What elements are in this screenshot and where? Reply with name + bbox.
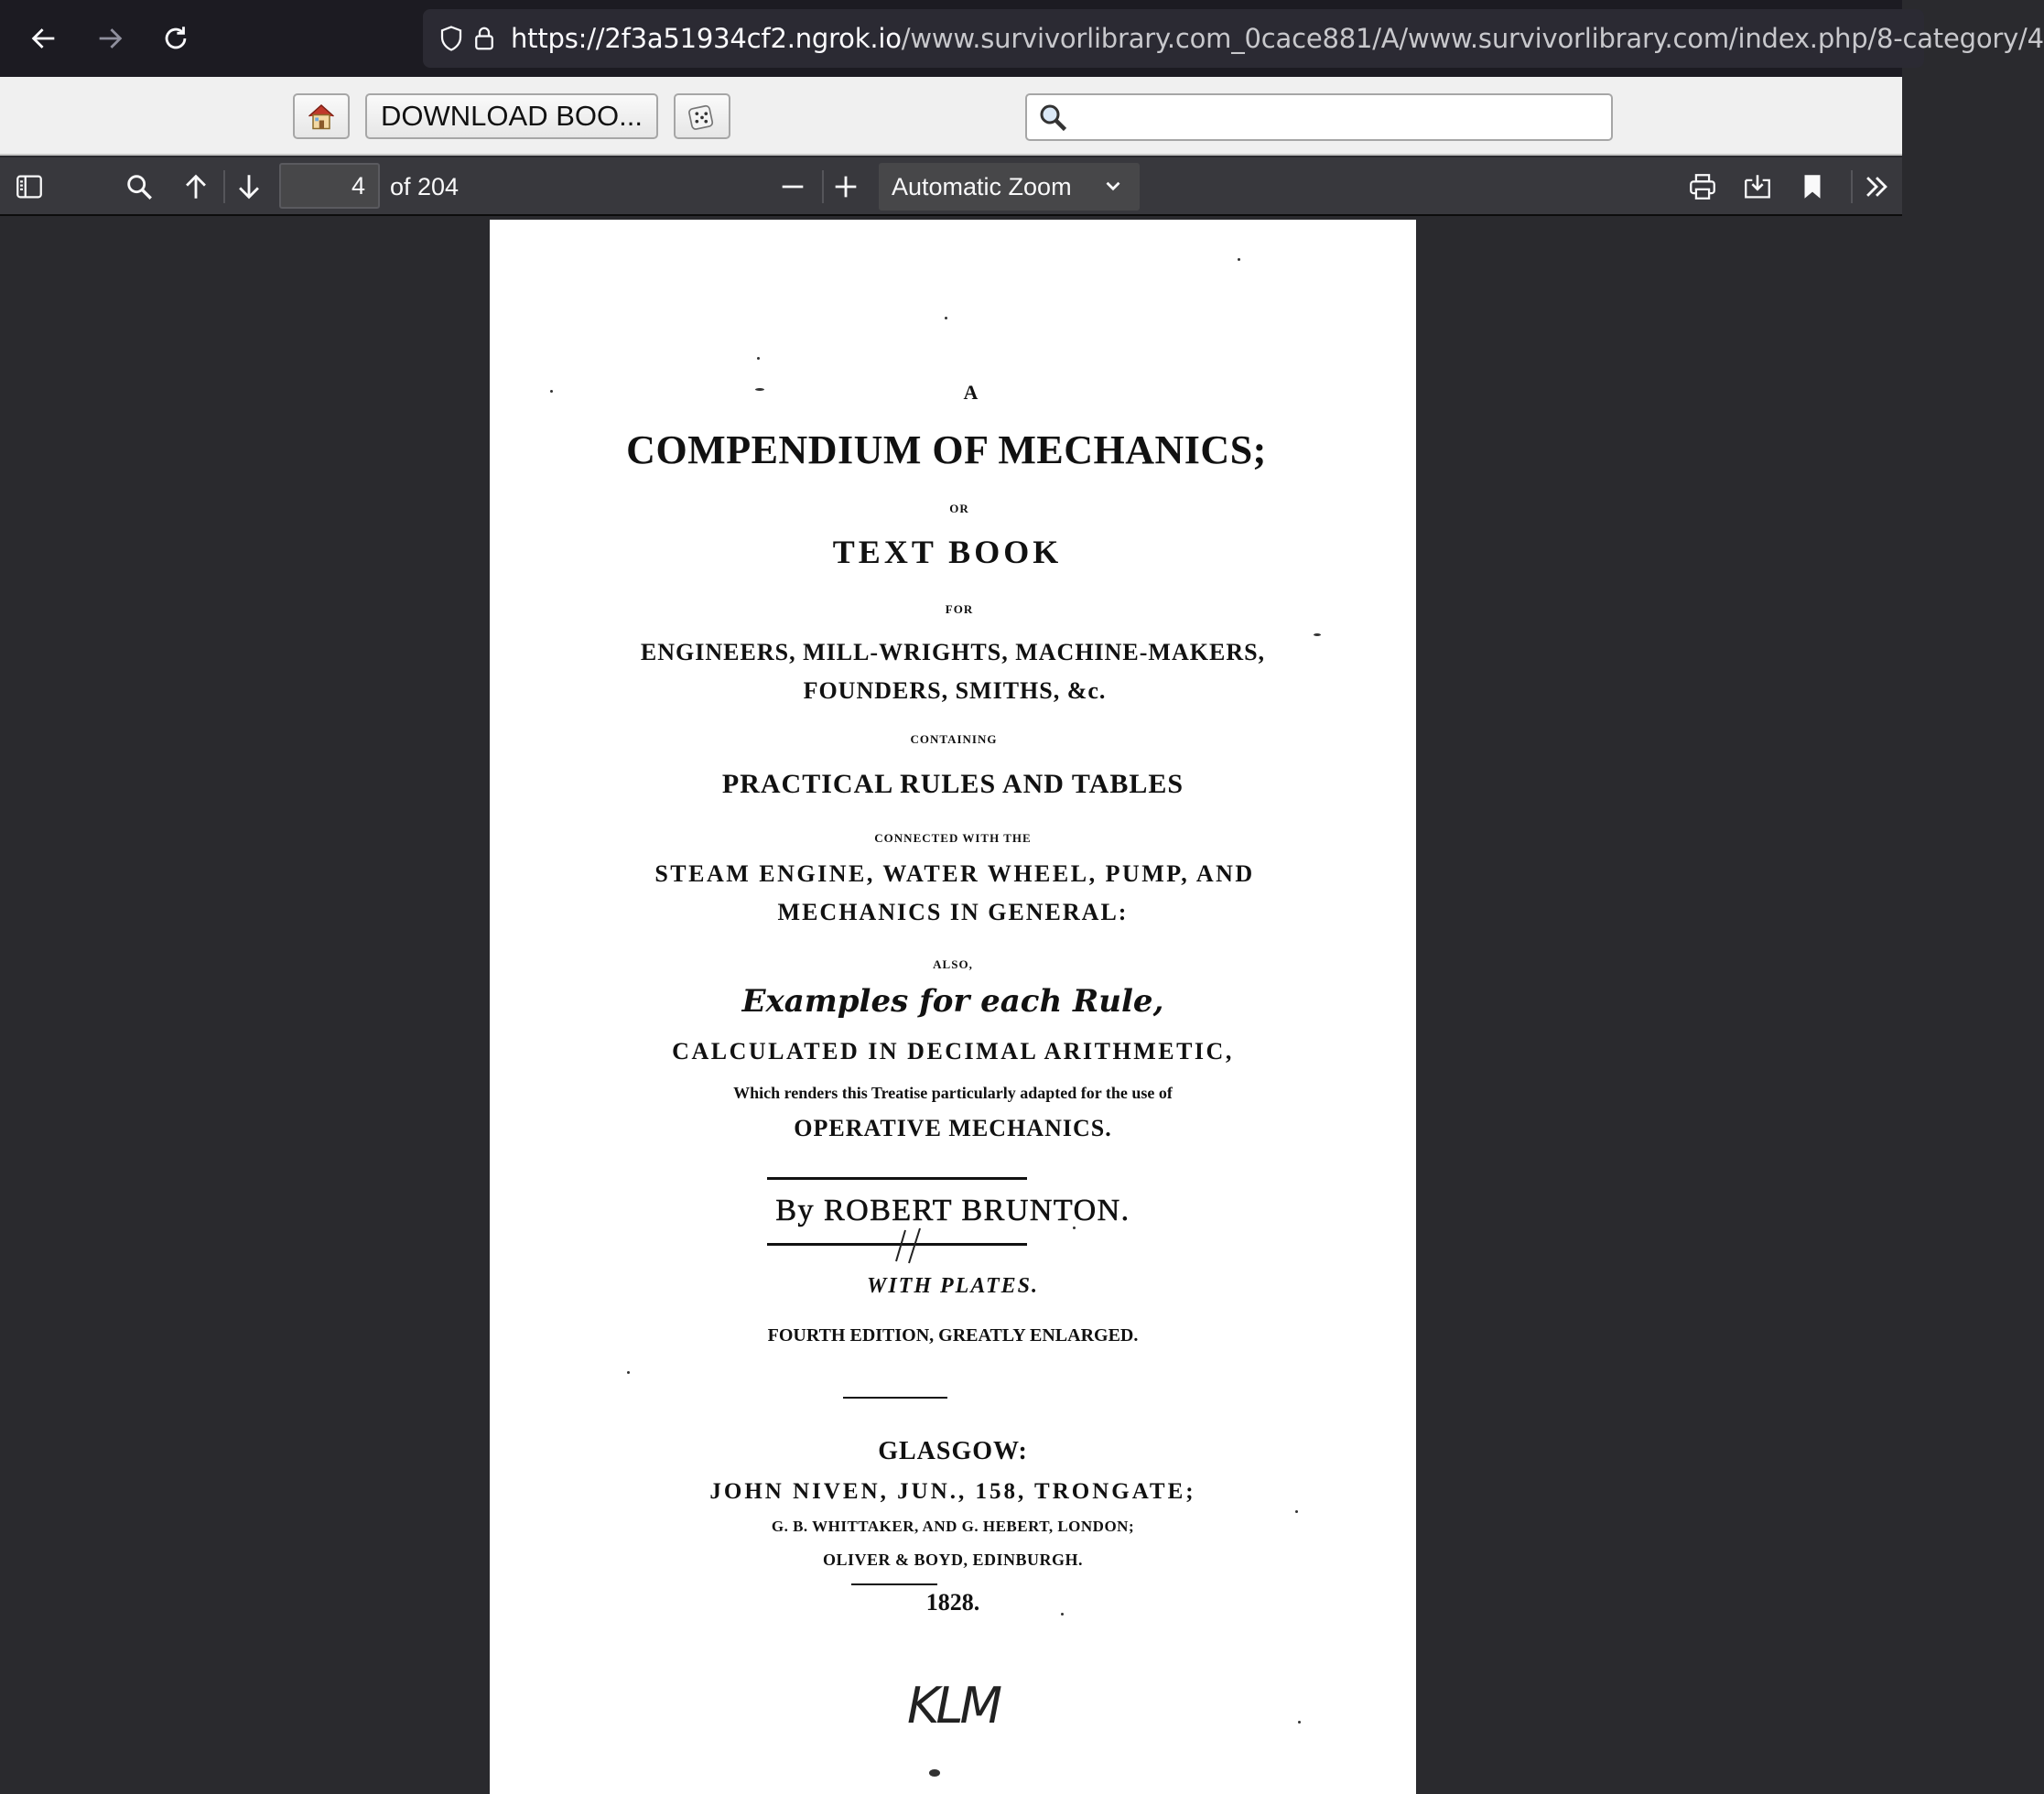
publisher-line-1: JOHN NIVEN, JUN., 158, TRONGATE; [709, 1479, 1196, 1504]
url-host: https://2f3a51934cf2.ngrok.io [511, 23, 902, 54]
label-also: ALSO, [933, 957, 973, 971]
rules-heading: PRACTICAL RULES AND TABLES [721, 769, 1184, 799]
toolbar-separator [1851, 170, 1853, 203]
scan-speck [945, 317, 947, 319]
bookmark-icon [1797, 171, 1828, 202]
pdf-toolbar [0, 157, 1902, 216]
toolbar-separator [223, 170, 225, 203]
chevron-down-icon [1101, 174, 1125, 198]
house-icon [305, 100, 338, 133]
url-path: /www.survivorlibrary.com_0cace881/A/www.survivorlibrary.com/index.php/8-category/4 [901, 23, 2044, 54]
publisher-line-2: G. B. WHITTAKER, AND G. HEBERT, LONDON; [771, 1518, 1135, 1535]
back-button[interactable] [11, 0, 77, 77]
scan-speck [929, 1769, 940, 1777]
reload-button[interactable] [143, 0, 209, 77]
scan-speck [757, 357, 760, 360]
double-chevron-right-icon [1861, 171, 1892, 202]
topics-line-2: MECHANICS IN GENERAL: [777, 899, 1129, 925]
topics-line-1: STEAM ENGINE, WATER WHEEL, PUMP, AND [654, 860, 1255, 887]
audience-line-1: ENGINEERS, MILL-WRIGHTS, MACHINE-MAKERS, [640, 639, 1266, 665]
lock-icon[interactable] [470, 21, 498, 56]
search-input[interactable] [1075, 99, 1606, 135]
arrow-up-icon [180, 171, 211, 202]
plates-line: WITH PLATES. [866, 1274, 1040, 1298]
sidebar-toggle-button[interactable] [7, 165, 51, 209]
pdf-viewer[interactable] [0, 218, 1902, 1785]
site-search[interactable] [1025, 93, 1613, 141]
random-button[interactable] [674, 93, 730, 139]
zoom-label: Automatic Zoom [892, 172, 1072, 200]
edition-line: FOURTH EDITION, GREATLY ENLARGED. [767, 1325, 1139, 1346]
calculated-line: CALCULATED IN DECIMAL ARITHMETIC, [672, 1038, 1234, 1065]
conjunction-or: OR [949, 502, 969, 515]
scan-speck [1238, 258, 1240, 261]
title-article: A [963, 381, 979, 404]
publisher-line-3: OLIVER & BOYD, EDINBURGH. [822, 1551, 1084, 1569]
dice-icon [687, 101, 718, 132]
document-title: COMPENDIUM OF MECHANICS; [626, 427, 1267, 472]
label-containing: CONTAINING [910, 732, 998, 746]
scan-speck [627, 1371, 630, 1374]
pencil-mark [892, 1227, 929, 1265]
page-number-input[interactable] [279, 163, 380, 209]
zoom-in-button[interactable] [824, 165, 868, 209]
city-line: GLASGOW: [878, 1437, 1028, 1465]
url-bar[interactable] [423, 9, 2044, 68]
arrow-down-icon [233, 171, 265, 202]
next-page-button[interactable] [227, 165, 271, 209]
year-line: 1828. [925, 1589, 980, 1616]
scan-speck [1295, 1510, 1298, 1513]
label-connected: CONNECTED WITH THE [874, 831, 1032, 845]
search-icon [124, 171, 155, 202]
author-line: By ROBERT BRUNTON. [775, 1194, 1130, 1227]
print-button[interactable] [1681, 165, 1725, 209]
audience-line-2: FOUNDERS, SMITHS, &c. [803, 677, 1107, 704]
bookmark-button[interactable] [1790, 165, 1834, 209]
download-book-button[interactable] [365, 93, 658, 139]
download-icon [1742, 171, 1773, 202]
download-button[interactable] [1736, 165, 1779, 209]
pdf-page [490, 220, 1416, 1794]
handwritten-initials: KLM [906, 1677, 1000, 1735]
arrow-left-icon [28, 23, 59, 54]
document-subtitle: TEXT BOOK [832, 534, 1063, 570]
zoom-select[interactable] [879, 163, 1140, 211]
arrow-right-icon [94, 23, 125, 54]
shield-icon[interactable] [438, 21, 465, 56]
operative-line: OPERATIVE MECHANICS. [794, 1115, 1112, 1141]
preposition-for: FOR [945, 602, 974, 616]
minus-icon [777, 171, 808, 202]
download-label: DOWNLOAD BOO... [381, 100, 643, 132]
site-toolbar [0, 77, 1902, 156]
browser-toolbar [0, 0, 2044, 77]
page-count: of 204 [390, 173, 460, 200]
divider-line [767, 1177, 1027, 1180]
forward-button[interactable] [77, 0, 143, 77]
plus-icon [830, 171, 861, 202]
examples-line: Examples for each Rule, [741, 983, 1164, 1020]
renders-line: Which renders this Treatise particularly adapted for the use of [733, 1084, 1173, 1102]
home-button[interactable] [293, 93, 350, 139]
sidebar-icon [14, 171, 45, 202]
tools-button[interactable] [1855, 165, 1898, 209]
find-button[interactable] [117, 165, 161, 209]
scan-speck [1314, 633, 1321, 636]
previous-page-button[interactable] [174, 165, 218, 209]
zoom-out-button[interactable] [771, 165, 815, 209]
divider-line [851, 1583, 937, 1585]
printer-icon [1687, 171, 1718, 202]
search-icon [1036, 101, 1069, 134]
reload-icon [160, 23, 191, 54]
url-text[interactable] [511, 23, 2044, 54]
divider-line [843, 1397, 947, 1399]
